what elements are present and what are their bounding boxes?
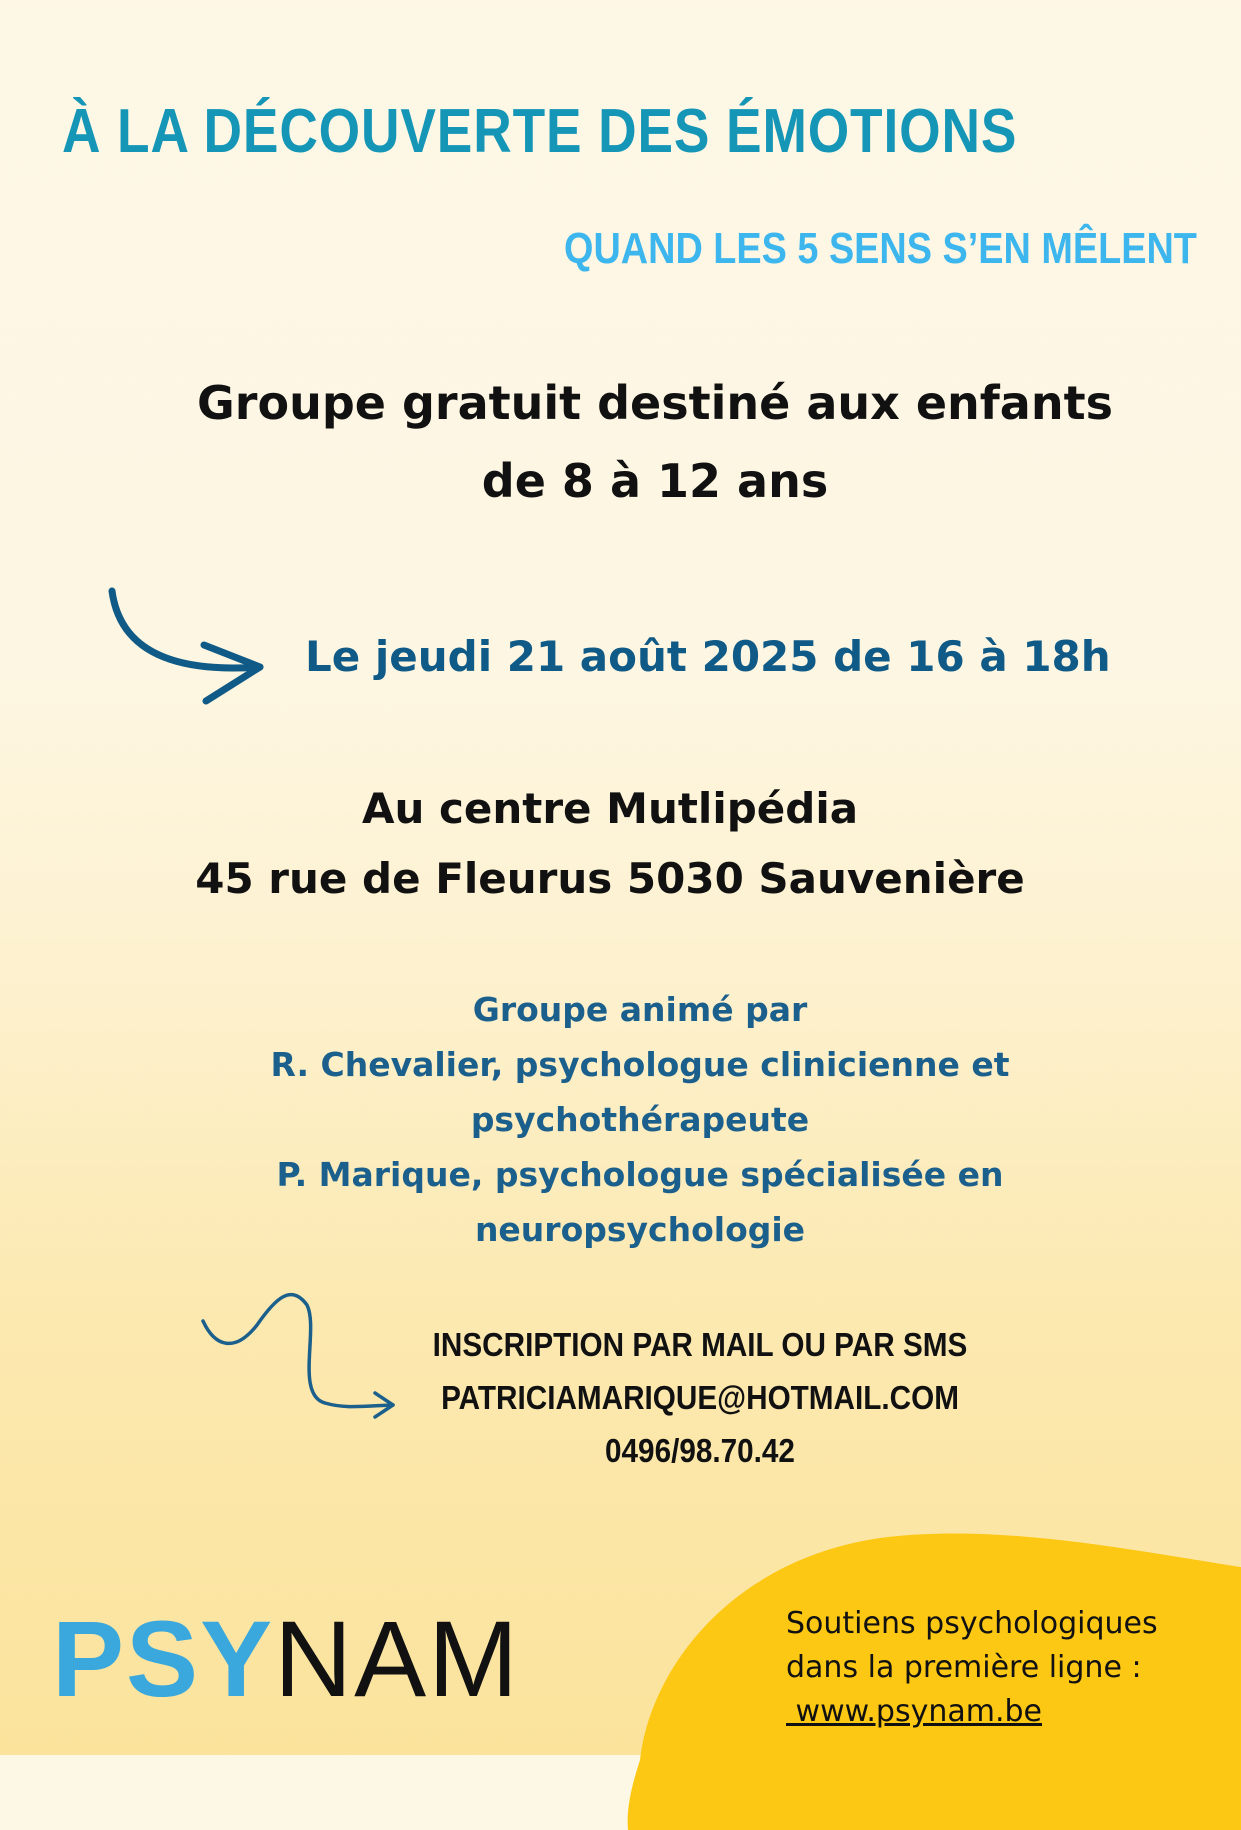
support-line-2: dans la première ligne : <box>786 1650 1142 1685</box>
animator-line-1: R. Chevalier, psychologue clinicienne et <box>270 1045 1010 1084</box>
page-subtitle: QUAND LES 5 SENS S’EN MÊLENT <box>564 224 1197 273</box>
contact-phone[interactable]: 0496/98.70.42 <box>605 1432 795 1469</box>
support-line-1: Soutiens psychologiques <box>786 1606 1158 1641</box>
event-location <box>60 774 1160 914</box>
animator-line-3: P. Marique, psychologue spécialisée en <box>276 1155 1004 1194</box>
psynam-logo <box>52 1598 521 1719</box>
animators-block <box>240 982 1040 1257</box>
location-line-1: Au centre Mutlipédia <box>361 784 859 833</box>
logo-psy: PSY <box>52 1598 275 1719</box>
intro-text <box>120 364 1190 520</box>
contact-heading: INSCRIPTION PAR MAIL OU PAR SMS <box>432 1326 968 1363</box>
location-line-2: 45 rue de Fleurus 5030 Sauvenière <box>195 854 1025 903</box>
website-link[interactable]: www.psynam.be <box>786 1694 1043 1729</box>
animators-heading: Groupe animé par <box>472 990 808 1029</box>
squiggle-arrow-icon <box>195 1285 405 1425</box>
intro-line-2: de 8 à 12 ans <box>481 454 829 508</box>
curved-arrow-icon <box>100 585 280 710</box>
contact-block <box>380 1318 1020 1477</box>
support-text <box>786 1602 1158 1734</box>
event-date: Le jeudi 21 août 2025 de 16 à 18h <box>305 632 1111 681</box>
intro-line-1: Groupe gratuit destiné aux enfants <box>197 376 1113 430</box>
animator-line-2: psychothérapeute <box>470 1100 810 1139</box>
page-title: À LA DÉCOUVERTE DES ÉMOTIONS <box>62 97 1018 166</box>
animator-line-4: neuropsychologie <box>474 1210 806 1249</box>
contact-email[interactable]: PATRICIAMARIQUE@HOTMAIL.COM <box>441 1379 959 1416</box>
logo-nam: NAM <box>274 1598 521 1719</box>
